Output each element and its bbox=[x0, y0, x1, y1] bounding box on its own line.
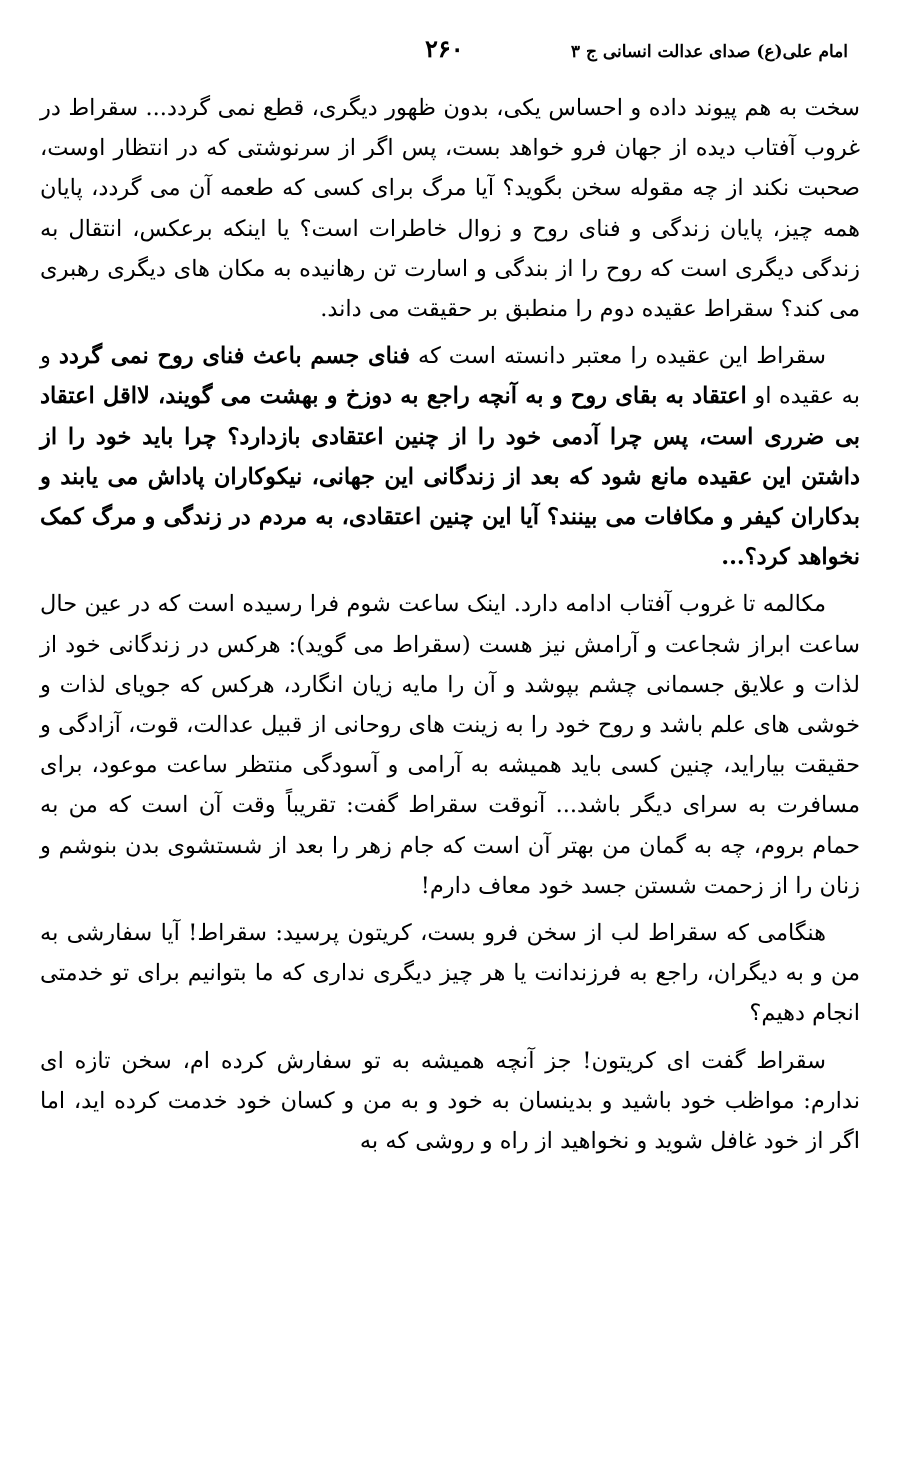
paragraph-3: مکالمه تا غروب آفتاب ادامه دارد. اینک ساعت شوم فرا رسیده است که در عین حال ساعت ابراز شجاعت و آرامش نیز هست (سقراط می گوید): هرکس در زندگانی خود از لذات و علایق جسمانی چشم بپوشد و آن را مایه زیان انگارد، هرکس که جویای لذات و خوشی های علم باشد و روح خود را به زینت های روحانی از قبیل عدالت، قوت، آزادگی و حقیقت بیاراید، چنین کسی باید همیشه به آرامی و آسودگی منتظر ساعت موعود، برای مسافرت به سرای دیگر باشد... آنوقت سقراط گفت: تقریباً وقت آن است که من به حمام بروم، چه به گمان من بهتر آن است که جام زهر را بعد از شستشوی بدن بنوشم و زنان را از زحمت شستن جسد خود معاف دارم! bbox=[40, 591, 860, 899]
paragraph-2-bold-2: اعتقاد به بقای روح و به آنچه راجع به دوزخ و بهشت می گویند، لااقل اعتقاد بی ضرری است، پس چرا آدمی خود را از چنین اعتقادی بازدارد؟ چرا باید خود را از داشتن این عقیده مانع شود که بعد از زندگانی این جهانی، نیکوکاران پاداش می یابند و بدکاران کیفر و مکافات می بینند؟ آیا این چنین اعتقادی، به مردم در زندگی و مرگ کمک نخواهد کرد؟... bbox=[40, 383, 860, 571]
paragraph-2-text-1: سقراط این عقیده را معتبر دانسته است که bbox=[410, 343, 826, 370]
paragraph-2-text-2: و به عقیده او bbox=[40, 343, 860, 410]
paragraph-2-bold-1: فنای جسم باعث فنای روح نمی گردد bbox=[58, 343, 411, 370]
paragraph-2 bbox=[40, 336, 860, 577]
page-number: ۲۶۰ bbox=[425, 34, 464, 63]
paragraph-5: سقراط گفت ای کریتون! جز آنچه همیشه به تو سفارش کرده ام، سخن تازه ای ندارم: مواظب خود باشید و بدینسان به خود و به من و کسان خود خدمت کرده اید، اما اگر از خود غافل شوید و نخواهید از راه و روشی که به bbox=[40, 1047, 860, 1155]
paragraph-1: سخت به هم پیوند داده و احساس یکی، بدون ظهور دیگری، قطع نمی گردد... سقراط در غروب آفتاب دیده از جهان فرو خواهد بست، پس اگر از سرنوشتی که در انتظار اوست، صحبت نکند از چه مقوله سخن بگوید؟ آیا مرگ برای کسی که طعمه آن می گردد، پایان همه چیز، پایان زندگی و فنای روح و زوال خاطرات است؟ یا اینکه برعکس، انتقال به زندگی دیگری است که روح را از بندگی و اسارت تن رهانیده به مکان های دیگری رهبری می کند؟ سقراط عقیده دوم را منطبق بر حقیقت می داند. bbox=[40, 95, 860, 323]
page-header bbox=[40, 34, 860, 74]
page-body bbox=[40, 88, 860, 1168]
book-title: امام علی(ع) صدای عدالت انسانی ج ۳ bbox=[570, 42, 848, 62]
paragraph-4: هنگامی که سقراط لب از سخن فرو بست، کریتون پرسید: سقراط! آیا سفارشی به من و به دیگران، راجع به فرزندانت یا هر چیز دیگری نداری که ما بتوانیم برای تو خدمتی انجام دهیم؟ bbox=[40, 920, 860, 1027]
